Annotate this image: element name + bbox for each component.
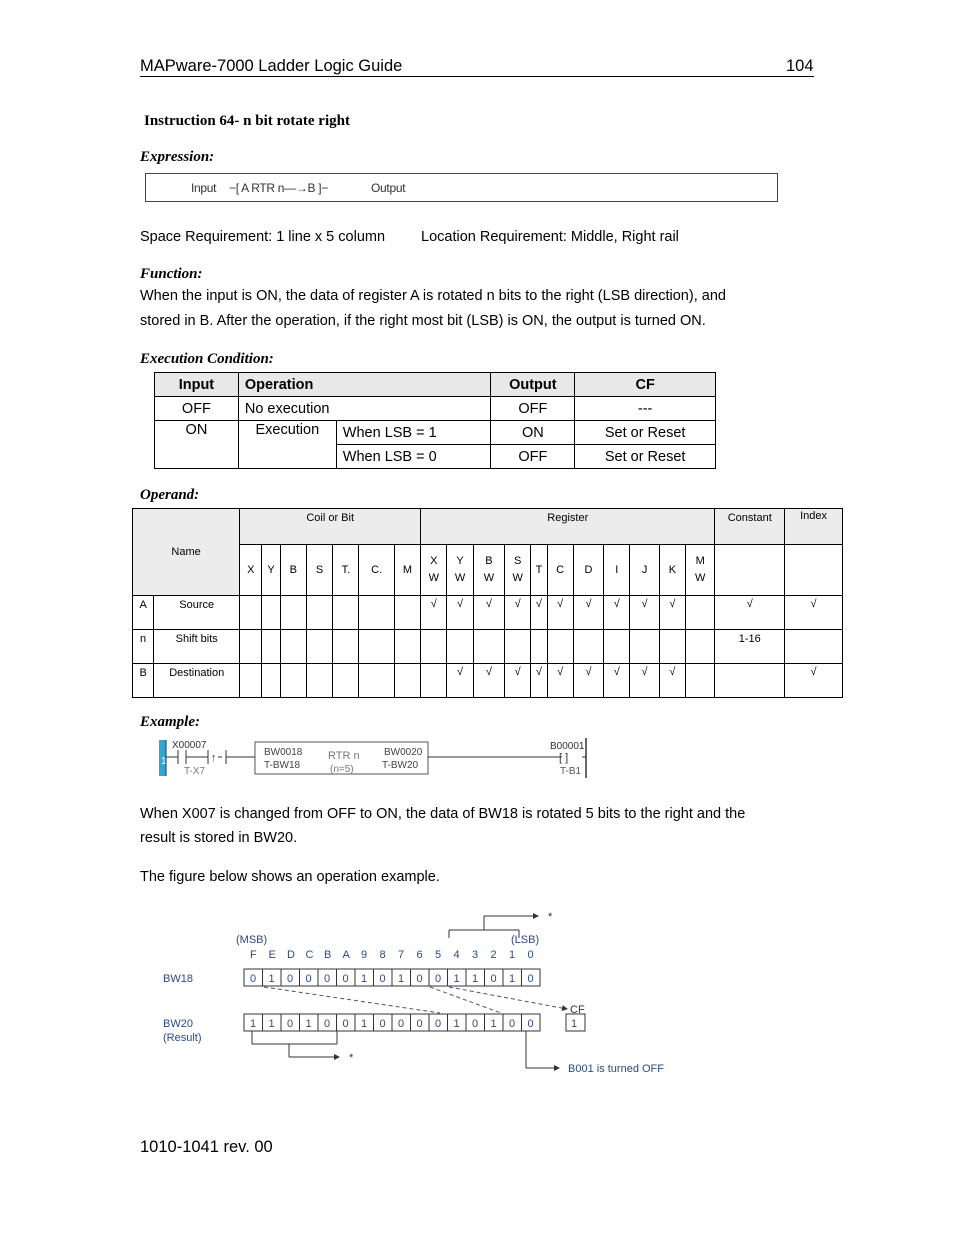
msb-label: (MSB) (236, 934, 268, 946)
bit-cell: 1 (453, 973, 460, 985)
bit-rotation-diagram (155, 905, 695, 1085)
operand-row-key: A (133, 596, 154, 630)
function-line-1: When the input is ON, the data of register A is rotated n bits to the right (LSB direction), and (140, 288, 726, 304)
ladder-diagram (150, 734, 600, 782)
exec-on-condition-lsb1: When LSB = 1 (336, 421, 491, 445)
bit-cell: 0 (435, 1018, 442, 1030)
exec-on-input: ON (155, 421, 239, 469)
svg-text:1: 1 (161, 756, 167, 767)
bw20-label: BW20 (163, 1018, 193, 1030)
bit-index: 0 (527, 949, 534, 961)
operand-col-b: B (280, 545, 306, 596)
bottom-bracket-marker: * (349, 1052, 354, 1064)
operand-col-c: C. (359, 545, 394, 596)
operand-table (132, 508, 843, 698)
example-desc-line-2: result is stored in BW20. (140, 830, 298, 846)
operand-constant-blank (715, 545, 785, 596)
example-desc-line-3: The figure below shows an operation example. (140, 869, 440, 885)
operand-row-source: A Source √ √ √ √ √ √ √ √ √ √ √ √ (133, 596, 843, 630)
operand-group-register: Register (421, 509, 715, 545)
execution-header-row (155, 373, 716, 397)
operand-row-key: n (133, 630, 154, 664)
bit-cell: 0 (416, 1018, 423, 1030)
bit-index: 6 (416, 949, 423, 961)
bit-cell: 0 (435, 973, 442, 985)
exec-header-output: Output (491, 373, 575, 397)
operand-col-d: D (573, 545, 603, 596)
operand-col-y: Y (262, 545, 280, 596)
bit-cell: 0 (324, 973, 331, 985)
bit-index: A (342, 949, 350, 961)
operand-group-index: Index (785, 509, 843, 545)
exec-on-output-lsb1: ON (491, 421, 575, 445)
bit-cell: 0 (342, 973, 349, 985)
bit-cell: 0 (379, 973, 386, 985)
bit-index: 2 (490, 949, 497, 961)
operand-shift-constant: 1-16 (715, 630, 785, 664)
bit-cell: 0 (250, 973, 257, 985)
operand-group-row (133, 509, 843, 545)
function-line-2: stored in B. After the operation, if the right most bit (LSB) is ON, the output is turned ON. (140, 313, 706, 329)
operand-col-sw: S W (505, 545, 531, 596)
bit-index: 1 (509, 949, 516, 961)
bit-cell: 1 (250, 1018, 257, 1030)
bit-index: C (305, 949, 314, 961)
bit-index: E (268, 949, 276, 961)
bit-index: F (250, 949, 257, 961)
bit-cell: 0 (416, 973, 423, 985)
ladder-dest-tag: T-BW20 (382, 760, 419, 771)
example-heading: Example: (140, 714, 200, 730)
operand-source-index: √ (785, 596, 843, 630)
lsb-label: (LSB) (511, 934, 540, 946)
expression-box (145, 173, 778, 202)
operand-index-blank (785, 545, 843, 596)
bit-index: 7 (398, 949, 405, 961)
footer-doc-number: 1010-1041 rev. 00 (140, 1138, 273, 1156)
cf-value: 1 (571, 1018, 578, 1030)
ladder-contact-tag: T-X7 (184, 766, 206, 777)
expression-output-label: Output (371, 181, 406, 195)
operand-col-j: J (630, 545, 659, 596)
operand-col-xw: X W (421, 545, 447, 596)
operand-source-constant: √ (715, 596, 785, 630)
exec-off-operation: No execution (238, 397, 491, 421)
execution-row-on (155, 421, 716, 445)
operand-col-i: I (604, 545, 630, 596)
bit-index: B (324, 949, 332, 961)
bit-cell: 0 (287, 973, 294, 985)
execution-table (154, 372, 716, 469)
function-heading: Function: (140, 266, 203, 282)
instruction-title: Instruction 64- n bit rotate right (144, 113, 350, 129)
ladder-coil-addr: B00001 (550, 741, 585, 752)
cf-label: CF (570, 1004, 585, 1016)
operand-row-key: B (133, 664, 154, 698)
rising-edge-icon: ↑ (211, 752, 217, 764)
operand-row-name: Shift bits (154, 630, 240, 664)
exec-on-cf-lsb0: Set or Reset (575, 445, 716, 469)
bit-cell: 0 (379, 1018, 386, 1030)
operand-col-mw: M W (686, 545, 715, 596)
bw18-label: BW18 (163, 973, 193, 985)
operand-col-t: T. (333, 545, 359, 596)
bit-cell: 1 (398, 973, 405, 985)
bit-cell: 1 (361, 973, 368, 985)
bit-cell: 0 (342, 1018, 349, 1030)
b001-note: B001 is turned OFF (568, 1063, 664, 1075)
exec-on-condition-lsb0: When LSB = 0 (336, 445, 491, 469)
exec-on-output-lsb0: OFF (491, 445, 575, 469)
operand-name-header: Name (133, 509, 240, 596)
exec-off-output: OFF (491, 397, 575, 421)
operand-col-tw: T (531, 545, 547, 596)
operand-col-cw: C (547, 545, 573, 596)
bit-index-row (250, 949, 534, 961)
bit-cell: 0 (324, 1018, 331, 1030)
exec-on-operation: Execution (238, 421, 336, 469)
bit-cell: 0 (509, 1018, 516, 1030)
bit-cell: 1 (490, 1018, 497, 1030)
ladder-contact-addr: X00007 (172, 740, 207, 751)
bit-cell: 0 (490, 973, 497, 985)
example-desc-line-1: When X007 is changed from OFF to ON, the data of BW18 is rotated 5 bits to the right and the (140, 806, 746, 822)
bit-index: 5 (435, 949, 442, 961)
bit-index: 8 (379, 949, 386, 961)
exec-header-input: Input (155, 373, 239, 397)
space-requirement: Space Requirement: 1 line x 5 column (140, 229, 386, 245)
bit-cell: 0 (527, 1018, 534, 1030)
bit-cell: 0 (287, 1018, 294, 1030)
expression-input-label: Input (191, 181, 217, 195)
operand-dest-index: √ (785, 664, 843, 698)
operand-col-m: M (394, 545, 420, 596)
operand-row-shift-bits (133, 630, 843, 664)
ladder-dest-addr: BW0020 (384, 747, 423, 758)
ladder-func-name: RTR n (328, 750, 360, 762)
expression-heading: Expression: (140, 149, 215, 165)
bit-cell: 1 (268, 1018, 275, 1030)
execution-row-off (155, 397, 716, 421)
bit-index: 4 (453, 949, 460, 961)
bit-cell: 0 (527, 973, 534, 985)
bit-index: D (287, 949, 295, 961)
bit-cell: 1 (305, 1018, 312, 1030)
ladder-func-param: (n=5) (330, 764, 354, 775)
execution-heading: Execution Condition: (140, 351, 274, 367)
location-requirement: Location Requirement: Middle, Right rail (421, 229, 679, 245)
bit-cell: 0 (305, 973, 312, 985)
header-rule (140, 76, 814, 77)
operand-dest-constant (715, 664, 785, 698)
expression-instruction: −[ A RTR n—→B ]− (229, 181, 329, 195)
operand-group-constant: Constant (715, 509, 785, 545)
bw20-sub-label: (Result) (163, 1032, 202, 1044)
top-bracket-marker: * (548, 911, 553, 923)
bit-index: 3 (472, 949, 479, 961)
bit-cell: 0 (472, 1018, 479, 1030)
operand-col-x: X (240, 545, 262, 596)
operand-subheader-row (133, 545, 843, 596)
bit-cell: 0 (398, 1018, 405, 1030)
bit-cell: 1 (453, 1018, 460, 1030)
operand-row-name: Destination (154, 664, 240, 698)
page-number: 104 (786, 57, 814, 75)
operand-group-coil: Coil or Bit (240, 509, 421, 545)
page-header-title: MAPware-7000 Ladder Logic Guide (140, 57, 403, 75)
exec-off-cf: --- (575, 397, 716, 421)
bit-cell: 1 (268, 973, 275, 985)
exec-header-cf: CF (575, 373, 716, 397)
operand-col-k: K (659, 545, 685, 596)
exec-on-cf-lsb1: Set or Reset (575, 421, 716, 445)
ladder-source-tag: T-BW18 (264, 760, 301, 771)
operand-col-bw: B W (473, 545, 504, 596)
operand-shift-index (785, 630, 843, 664)
bit-cell: 1 (361, 1018, 368, 1030)
bit-cell: 1 (472, 973, 479, 985)
operand-col-yw: Y W (447, 545, 473, 596)
exec-header-operation: Operation (238, 373, 491, 397)
exec-off-input: OFF (155, 397, 239, 421)
operand-row-name: Source (154, 596, 240, 630)
bit-cell: 1 (509, 973, 516, 985)
operand-col-s: S (306, 545, 332, 596)
operand-heading: Operand: (140, 487, 200, 503)
bit-index: 9 (361, 949, 368, 961)
ladder-source-addr: BW0018 (264, 747, 303, 758)
ladder-coil-tag: T-B1 (560, 766, 582, 777)
operand-row-destination: B Destination √ √ √ √ √ √ √ √ √ √ (133, 664, 843, 698)
coil-icon: [ ] (559, 752, 569, 764)
